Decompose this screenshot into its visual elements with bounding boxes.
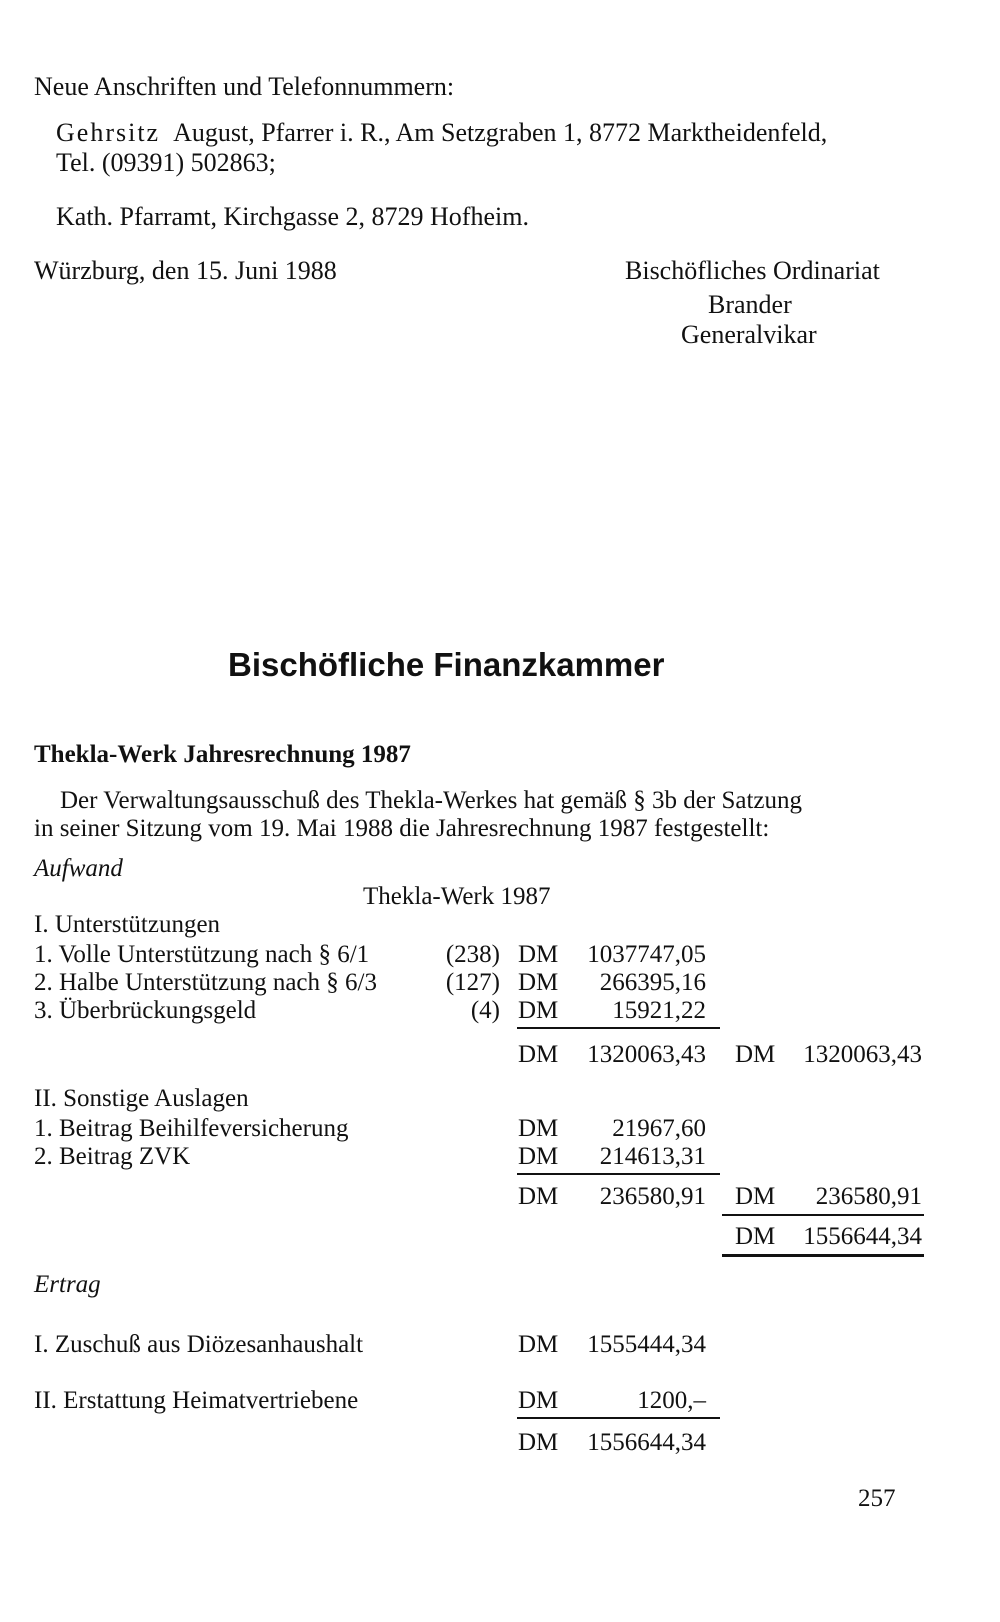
entry-text: August, Pfarrer i. R., Am Setzgraben 1, 8772 Marktheidenfeld,: [173, 118, 828, 147]
address-entry-1: [56, 120, 827, 146]
group1-row-label: 2. Halbe Unterstützung nach § 6/3: [34, 969, 377, 996]
group2-row-amount: 21967,60: [612, 1115, 706, 1142]
group1-row-currency: DM: [518, 941, 559, 968]
group2-row-label: 1. Beitrag Beihilfeversicherung: [34, 1115, 349, 1142]
group1-title: I. Unterstützungen: [34, 911, 221, 938]
group2-subtotal-amount: 236580,91: [599, 1183, 706, 1210]
intro-line-1: Der Verwaltungsausschuß des Thekla-Werkes hat gemäß § 3b der Satzung: [60, 787, 802, 814]
address-entry-2: Kath. Pfarramt, Kirchgasse 2, 8729 Hofheim.: [56, 202, 529, 231]
grand-total-amount: 1556644,34: [803, 1223, 922, 1250]
divider-line: [722, 1214, 924, 1216]
entry-name: Gehrsitz: [56, 118, 161, 147]
ertrag-total-amount: 1556644,34: [587, 1429, 706, 1456]
group2-subtotal-currency: DM: [518, 1183, 559, 1210]
intro-line-2: in seiner Sitzung vom 19. Mai 1988 die Jahresrechnung 1987 festgestellt:: [34, 815, 770, 842]
address-entry-1-tel: Tel. (09391) 502863;: [56, 148, 276, 177]
group1-row-count: (4): [470, 997, 500, 1024]
divider-line: [517, 1417, 720, 1419]
aufwand-label: Aufwand: [34, 855, 123, 882]
group1-row-currency: DM: [518, 969, 559, 996]
divider-line: [722, 1254, 924, 1257]
ertrag-row-amount: 1555444,34: [587, 1331, 706, 1358]
place-date: Würzburg, den 15. Juni 1988: [34, 256, 337, 285]
column-title: Thekla-Werk 1987: [363, 883, 551, 910]
ertrag-row-amount: 1200,–: [637, 1387, 706, 1414]
divider-line: [517, 1027, 720, 1029]
signature-name: Brander: [708, 290, 792, 319]
notice-title: Neue Anschriften und Telefonnummern:: [34, 72, 455, 101]
group1-row-amount: 1037747,05: [587, 941, 706, 968]
group1-row-label: 1. Volle Unterstützung nach § 6/1: [34, 941, 370, 968]
group1-row-amount: 266395,16: [599, 969, 706, 996]
group1-row-currency: DM: [518, 997, 559, 1024]
section-subtitle: Thekla-Werk Jahresrechnung 1987: [34, 741, 411, 768]
group1-row-amount: 15921,22: [612, 997, 706, 1024]
group1-total-currency: DM: [735, 1041, 776, 1068]
ertrag-label: Ertrag: [34, 1271, 101, 1298]
ertrag-row-currency: DM: [518, 1387, 559, 1414]
group1-row-count: (127): [445, 969, 500, 996]
group2-row-currency: DM: [518, 1143, 559, 1170]
group1-row-count: (238): [445, 941, 500, 968]
group2-total-amount: 236580,91: [815, 1183, 922, 1210]
group2-row-label: 2. Beitrag ZVK: [34, 1143, 191, 1170]
group1-subtotal-amount: 1320063,43: [587, 1041, 706, 1068]
ertrag-row-currency: DM: [518, 1331, 559, 1358]
section-heading: Bischöfliche Finanzkammer: [228, 646, 665, 683]
group1-subtotal-currency: DM: [518, 1041, 559, 1068]
divider-line: [517, 1173, 720, 1175]
group1-row-label: 3. Überbrückungsgeld: [34, 997, 257, 1024]
ertrag-row-label: II. Erstattung Heimatvertriebene: [34, 1387, 359, 1414]
ertrag-total-currency: DM: [518, 1429, 559, 1456]
signature-role: Generalvikar: [681, 320, 817, 349]
group2-row-amount: 214613,31: [599, 1143, 706, 1170]
grand-total-currency: DM: [735, 1223, 776, 1250]
group2-row-currency: DM: [518, 1115, 559, 1142]
ertrag-row-label: I. Zuschuß aus Diözesanhaushalt: [34, 1331, 364, 1358]
group2-total-currency: DM: [735, 1183, 776, 1210]
group2-title: II. Sonstige Auslagen: [34, 1085, 249, 1112]
group1-total-amount: 1320063,43: [803, 1041, 922, 1068]
page-number: 257: [858, 1485, 896, 1512]
signature-office: Bischöfliches Ordinariat: [625, 256, 880, 285]
